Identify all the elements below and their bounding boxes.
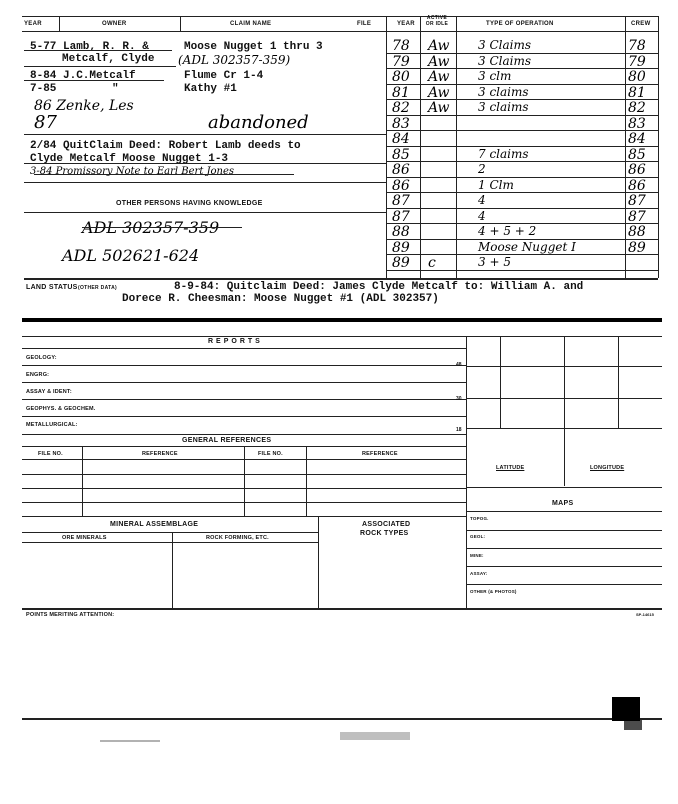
activity-year: 81 [392, 84, 410, 101]
divider [22, 542, 318, 543]
divider [22, 608, 662, 610]
activity-crew: 81 [628, 84, 646, 101]
col-active-idle-header: ACTIVE OR IDLE [425, 15, 449, 27]
divider [24, 182, 386, 183]
activity-status: c [428, 255, 436, 271]
activity-operation: 3 Claims [478, 38, 531, 52]
activity-year: 78 [392, 38, 410, 54]
divider [24, 163, 386, 164]
underline [24, 50, 172, 51]
divider [22, 434, 466, 435]
entry-year-owner: Metcalf, Clyde [62, 53, 155, 65]
activity-row-line [386, 130, 658, 131]
activity-row-line [386, 68, 658, 69]
activity-crew: 84 [628, 131, 646, 147]
activity-crew: 85 [628, 146, 646, 163]
land-status-line1: 8-9-84: Quitclaim Deed: James Clyde Metcalf to: William A. and [174, 281, 584, 293]
ditto-mark: " [112, 83, 119, 95]
latitude-label: LATITUDE [496, 465, 525, 471]
divider [466, 336, 467, 608]
activity-status: Aw [428, 53, 450, 70]
maps-mine: MINE: [470, 553, 484, 558]
activity-year: 88 [392, 224, 410, 240]
divider [500, 336, 501, 428]
maps-topog: TOPOG. [470, 516, 489, 521]
entry-year-owner: 87 [34, 112, 57, 133]
divider [306, 446, 307, 516]
other-persons-header: OTHER PERSONS HAVING KNOWLEDGE [116, 200, 263, 207]
divider [22, 399, 466, 400]
rock-types-label: ROCK TYPES [360, 530, 409, 537]
activity-crew: 78 [628, 38, 646, 54]
divider [82, 446, 83, 516]
margin-number: 30 [456, 396, 462, 402]
divider [564, 336, 565, 486]
maps-geol: GEOL: [470, 534, 486, 539]
divider [22, 348, 466, 349]
underline [24, 80, 164, 81]
activity-row-line [386, 254, 658, 255]
activity-year: 80 [392, 69, 410, 85]
activity-year: 86 [392, 177, 410, 194]
scan-smudge [624, 720, 642, 730]
adl-note-2: ADL 502621-624 [62, 246, 200, 265]
col-crew-header: CREW [631, 21, 651, 27]
maps-other: OTHER (& PHOTOS) [470, 589, 517, 594]
col-file-header: FILE [357, 21, 372, 27]
adl-note-1: ADL 302357-359 [82, 218, 220, 237]
activity-row-line [386, 115, 658, 116]
activity-crew: 86 [628, 177, 646, 194]
divider [466, 530, 662, 531]
activity-operation: 4 + 5 + 2 [478, 224, 537, 238]
activity-year: 85 [392, 146, 410, 163]
activity-operation: 2 [478, 162, 486, 176]
activity-operation: 3 claims [478, 100, 529, 114]
header-divider [22, 31, 658, 32]
divider [466, 487, 662, 488]
activity-crew: 89 [628, 239, 646, 256]
quitclaim-line1: 2/84 QuitClaim Deed: Robert Lamb deeds to [30, 140, 301, 152]
activity-operation: Moose Nugget I [478, 239, 576, 254]
quitclaim-line2: Clyde Metcalf Moose Nugget 1-3 [30, 153, 229, 165]
activity-year: 86 [392, 162, 410, 178]
land-status-sub: (OTHER DATA) [78, 285, 117, 291]
land-status-label: LAND STATUS [26, 284, 78, 291]
report-assay: ASSAY & IDENT: [26, 389, 72, 395]
divider [244, 446, 245, 516]
col-year-header: YEAR [24, 21, 42, 27]
activity-crew: 82 [628, 100, 646, 116]
top-border [22, 16, 658, 17]
col-year2-header: YEAR [397, 21, 415, 27]
activity-status: Aw [428, 38, 450, 54]
scan-smudge [612, 697, 640, 721]
activity-crew: 83 [628, 115, 646, 132]
activity-year: 83 [392, 115, 410, 132]
activity-row-line [386, 208, 658, 209]
general-references-title: GENERAL REFERENCES [182, 437, 272, 444]
strike-line [82, 227, 242, 228]
scan-smudge [340, 732, 410, 740]
activity-row-line [386, 270, 658, 271]
divider [318, 516, 319, 608]
activity-operation: 3 Claims [478, 53, 531, 68]
margin-number: 18 [456, 427, 462, 433]
divider [22, 532, 318, 533]
scan-smudge [100, 740, 160, 742]
activity-year: 79 [392, 53, 410, 70]
activity-operation: 1 Clm [478, 177, 514, 192]
mineral-assemblage-title: MINERAL ASSEMBLAGE [110, 521, 199, 528]
activity-crew: 80 [628, 69, 646, 85]
activity-status: Aw [428, 69, 450, 85]
report-engrg: ENGRG: [26, 372, 50, 378]
entry-year-owner: 5-77 Lamb, R. R. & [30, 41, 149, 53]
divider [22, 516, 466, 517]
activity-year: 84 [392, 131, 410, 147]
activity-status: Aw [428, 84, 450, 101]
col-claim-name-header: CLAIM NAME [230, 21, 272, 27]
gr-col-file-no-1: FILE NO. [38, 451, 63, 457]
entry-year-owner: 86 Zenke, Les [34, 98, 134, 114]
divider [22, 416, 466, 417]
report-metallurgical: METALLURGICAL: [26, 422, 78, 428]
activity-crew: 87 [628, 193, 646, 209]
report-geophys: GEOPHYS. & GEOCHEM. [26, 406, 96, 412]
divider [24, 212, 386, 213]
maps-title: MAPS [552, 500, 574, 507]
scan-band [22, 318, 662, 322]
activity-year: 87 [392, 208, 410, 225]
longitude-label: LONGITUDE [590, 465, 625, 471]
divider [180, 16, 181, 32]
col-owner-header: OWNER [102, 21, 127, 27]
col-type-operation-header: TYPE OF OPERATION [486, 21, 554, 27]
strike-line [34, 174, 294, 175]
activity-crew: 87 [628, 208, 646, 225]
divider [22, 382, 466, 383]
divider [466, 398, 662, 399]
activity-status: Aw [428, 100, 450, 116]
points-meriting-attention-label: POINTS MERITING ATTENTION: [26, 612, 115, 618]
activity-crew: 79 [628, 53, 646, 70]
activity-operation: 4 [478, 208, 486, 223]
activity-year: 89 [392, 239, 410, 256]
entry-claim: Flume Cr 1-4 [184, 70, 264, 82]
divider [466, 366, 662, 367]
divider [466, 566, 662, 567]
entry-claim: Kathy #1 [184, 83, 237, 95]
gr-col-reference-1: REFERENCE [142, 451, 178, 457]
activity-operation: 3 claims [478, 84, 529, 99]
activity-operation: 4 [478, 193, 486, 207]
divider [466, 584, 662, 585]
activity-year: 89 [392, 255, 410, 271]
divider [618, 336, 619, 428]
activity-row-line [386, 161, 658, 162]
activity-operation: 7 claims [478, 146, 529, 161]
divider [172, 532, 173, 608]
activity-operation: 3 + 5 [478, 255, 511, 269]
entry-claim: (ADL 302357-359) [178, 53, 291, 67]
reports-title: REPORTS [208, 338, 263, 345]
divider [466, 511, 662, 512]
entry-year-owner: 8-84 J.C.Metcalf [30, 70, 136, 82]
report-geology: GEOLOGY: [26, 355, 57, 361]
gr-col-reference-2: REFERENCE [362, 451, 398, 457]
entry-claim: Moose Nugget 1 thru 3 [184, 41, 323, 53]
divider [22, 336, 662, 337]
underline [24, 66, 176, 67]
divider [59, 16, 60, 32]
divider [658, 16, 659, 278]
divider [24, 278, 658, 280]
associated-label: ASSOCIATED [362, 521, 411, 528]
activity-crew: 86 [628, 162, 646, 178]
activity-year: 87 [392, 193, 410, 209]
activity-row-line [386, 177, 658, 178]
activity-row-line [386, 192, 658, 193]
gr-col-file-no-2: FILE NO. [258, 451, 283, 457]
maps-assay: ASSAY: [470, 571, 488, 576]
divider [466, 428, 662, 429]
activity-crew: 88 [628, 224, 646, 240]
divider [22, 365, 466, 366]
activity-year: 82 [392, 100, 410, 116]
divider [466, 548, 662, 549]
entry-year-owner: 7-85 [30, 83, 57, 95]
entry-claim: abandoned [208, 112, 309, 133]
divider [24, 134, 386, 135]
margin-number: 48 [456, 362, 462, 368]
scan-line [22, 718, 662, 720]
promissory-note: 3-84 Promissory Note to Earl Bert Jones [30, 166, 235, 177]
activity-operation: 3 clm [478, 69, 512, 83]
ore-minerals-label: ORE MINERALS [62, 535, 107, 541]
rock-forming-label: ROCK FORMING, ETC. [206, 535, 269, 541]
form-number: SP-14615 [636, 612, 654, 617]
land-status-line2: Dorece R. Cheesman: Moose Nugget #1 (ADL 302357) [122, 293, 439, 305]
